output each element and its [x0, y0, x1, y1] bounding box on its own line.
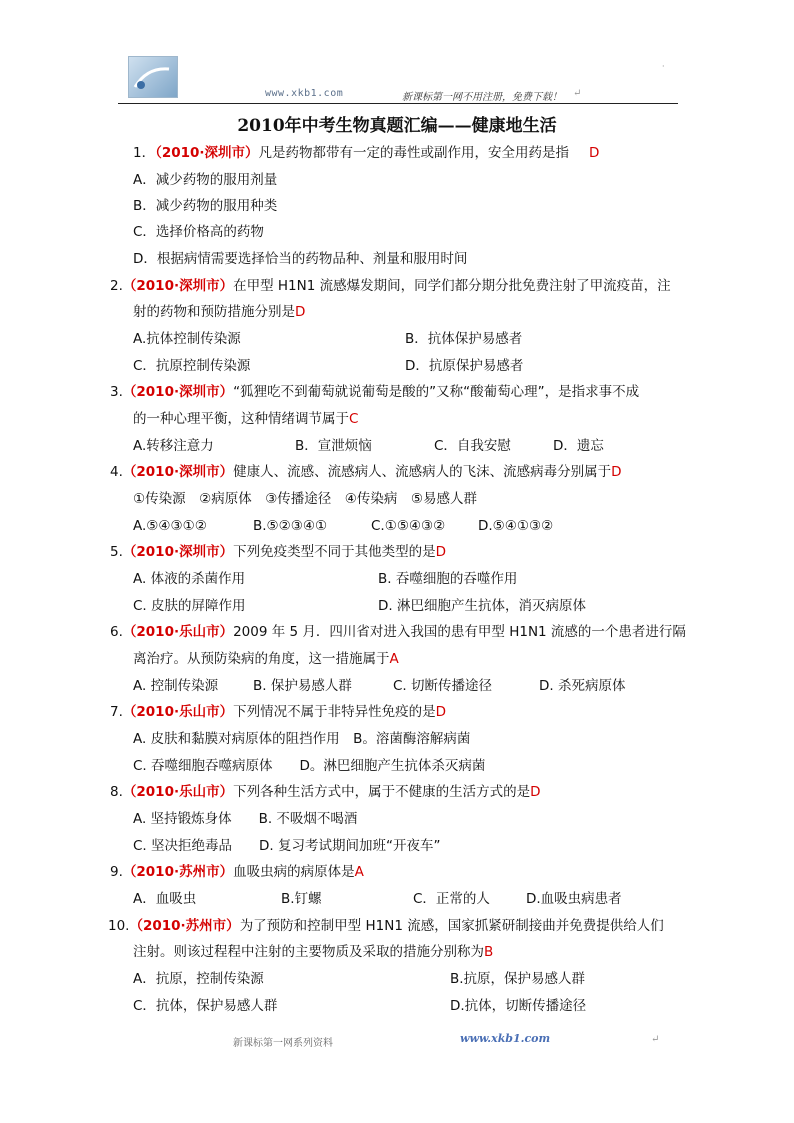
option-line: C. 皮肤的屏障作用 [133, 598, 246, 614]
option-line: B. 保护易感人群 [253, 678, 352, 694]
option-line: C．正常的人 [413, 891, 490, 907]
site-logo [128, 56, 178, 98]
option-line: A.抗体控制传染源 [133, 331, 241, 347]
option-line: B.钉螺 [281, 891, 322, 907]
option-line: D. 淋巴细胞产生抗体，消灭病原体 [378, 598, 586, 614]
question-line: 4.（2010·深圳市）健康人、流感、流感病人、流感病人的飞沫、流感病毒分别属于D [110, 464, 622, 480]
option-line: A.⑤④③①② [133, 518, 207, 534]
return-mark-icon: ↵ [651, 1034, 660, 1045]
option-line: D.血吸虫病患者 [526, 891, 622, 907]
page-title: 2010年中考生物真题汇编——健康地生活 [237, 116, 557, 136]
option-line: B．减少药物的服用种类 [133, 198, 278, 214]
question-line: 注射。则该过程程中注射的主要物质及采取的措施分别称为B [133, 944, 494, 960]
option-line: C. 切断传播途径 [393, 678, 493, 694]
option-line: B.⑤②③④① [253, 518, 328, 534]
question-line: 6.（2010·乐山市）2009 年 5 月．四川省对进入我国的患有甲型 H1N1 流感的一个患者进行隔 [110, 624, 686, 640]
corner-dot: · [662, 62, 665, 71]
option-line: D．抗原保护易感者 [405, 358, 524, 374]
header-url[interactable]: www.xkb1.com [265, 88, 344, 99]
option-line: D.抗体，切断传播途径 [450, 998, 587, 1014]
option-line: C．自我安慰 [434, 438, 511, 454]
question-line: 5.（2010·深圳市）下列免疫类型不同于其他类型的是D [110, 544, 446, 560]
question-line: 3.（2010·深圳市）“狐狸吃不到葡萄就说葡萄是酸的”又称“酸葡萄心理”，是指求事不成 [110, 384, 640, 400]
question-line: 的一种心理平衡，这种情绪调节属于C [133, 411, 359, 427]
option-line: A．抗原，控制传染源 [133, 971, 264, 987]
question-line: 9.（2010·苏州市）血吸虫病的病原体是A [110, 864, 364, 880]
option-line: D.⑤④①③② [478, 518, 554, 534]
option-line: D. 杀死病原体 [539, 678, 626, 694]
option-line: A. 皮肤和黏膜对病原体的阻挡作用 B。溶菌酶溶解病菌 [133, 731, 471, 747]
option-line: A．血吸虫 [133, 891, 197, 907]
option-line: C. 坚决拒绝毒品 D. 复习考试期间加班“开夜车” [133, 838, 441, 854]
header-divider [118, 103, 678, 104]
option-line: C. 吞噬细胞吞噬病原体 D。淋巴细胞产生抗体杀灭病菌 [133, 758, 486, 774]
option-line: C．选择价格高的药物 [133, 224, 264, 240]
option-line: B. 吞噬细胞的吞噬作用 [378, 571, 518, 587]
header-slogan: 新课标第一网不用注册，免费下载！ [402, 92, 562, 103]
footer-url[interactable]: www.xkb1.com [460, 1032, 551, 1045]
option-line: B.抗原，保护易感人群 [450, 971, 586, 987]
option-line: C.①⑤④③② [371, 518, 446, 534]
question-line: 2.（2010·深圳市）在甲型 H1N1 流感爆发期间，同学们都分期分批免费注射了甲流疫苗，注 [110, 278, 671, 294]
footer-series-text: 新课标第一网系列资料 [233, 1038, 333, 1049]
question-line: 1．（2010·深圳市）凡是药物都带有一定的毒性或副作用，安全用药是指 D [133, 145, 600, 161]
return-mark-icon: ↵ [573, 88, 582, 99]
option-line: A．减少药物的服用剂量 [133, 172, 278, 188]
option-line: ①传染源 ②病原体 ③传播途径 ④传染病 ⑤易感人群 [133, 491, 478, 507]
option-line: B．抗体保护易感者 [405, 331, 523, 347]
question-line: 7.（2010·乐山市）下列情况不属于非特异性免疫的是D [110, 704, 446, 720]
option-line: B．宣泄烦恼 [295, 438, 372, 454]
question-line: 离治疗。从预防染病的角度，这一措施属于A [133, 651, 399, 667]
option-line: A. 控制传染源 [133, 678, 219, 694]
option-line: D．根据病情需要选择恰当的药物品种、剂量和服用时间 [133, 251, 468, 267]
option-line: A. 坚持锻炼身体 B. 不吸烟不喝酒 [133, 811, 358, 827]
question-line: 射的药物和预防措施分别是D [133, 304, 306, 320]
question-line: 10.（2010·苏州市）为了预防和控制甲型 H1N1 流感，国家抓紧研制接曲并免费提供给人们 [108, 918, 664, 934]
option-line: C．抗体，保护易感人群 [133, 998, 278, 1014]
option-line: A. 体液的杀菌作用 [133, 571, 246, 587]
option-line: A.转移注意力 [133, 438, 214, 454]
option-line: C．抗原控制传染源 [133, 358, 251, 374]
question-line: 8.（2010·乐山市）下列各种生活方式中，属于不健康的生活方式的是D [110, 784, 541, 800]
option-line: D．遗忘 [553, 438, 604, 454]
